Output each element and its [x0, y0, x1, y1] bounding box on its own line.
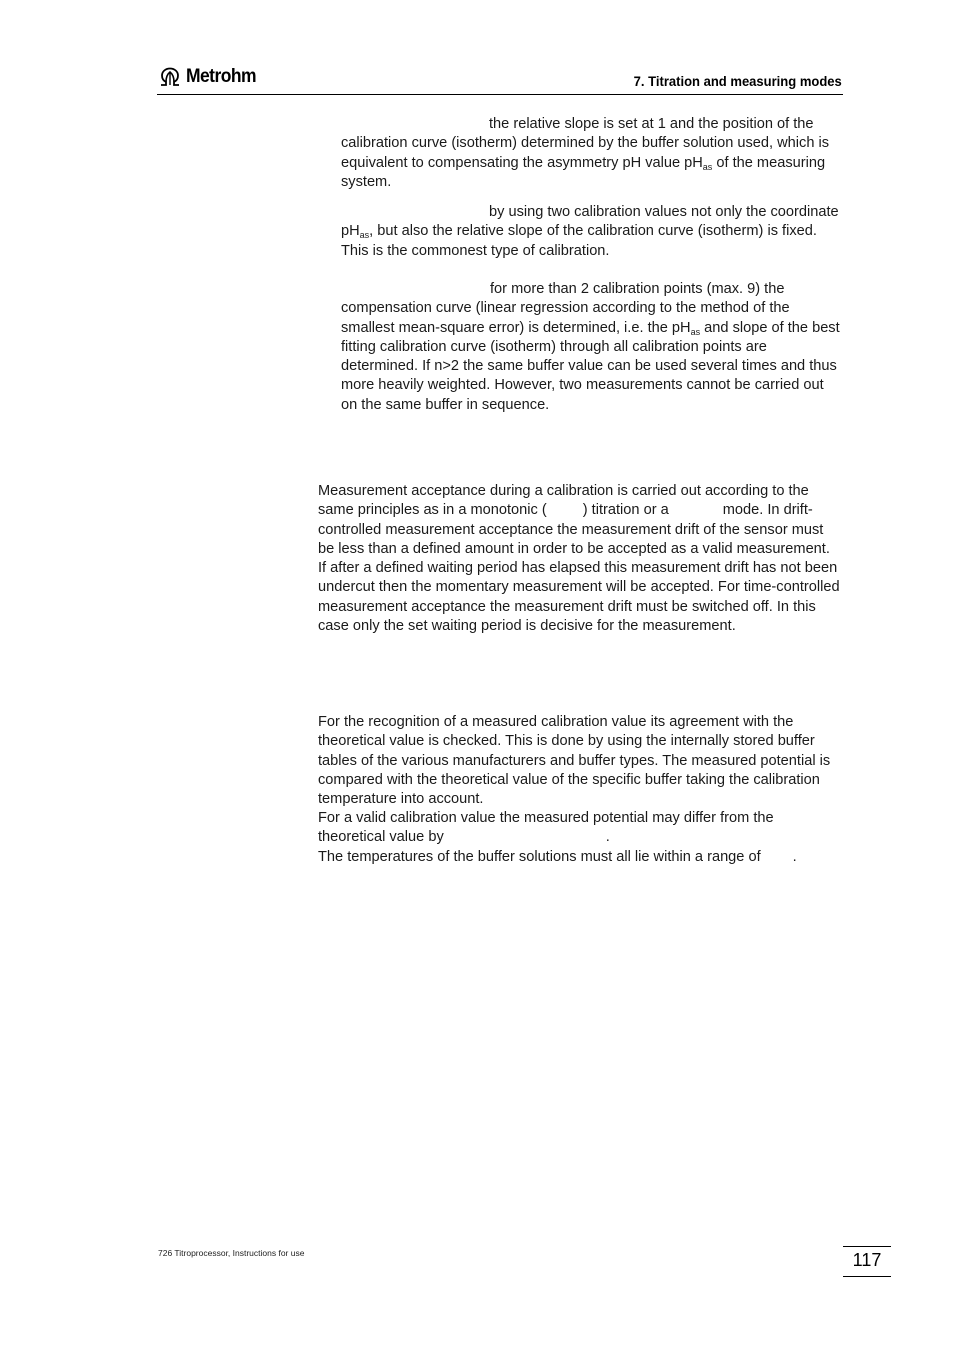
page-number-box: [843, 1246, 891, 1277]
metrohm-logo: [158, 66, 262, 88]
paragraph-measurement-acceptance: Measurement acceptance during a calibration is carried out according to the same principles as in a monotonic ( ) titration or a mode. In drift-controlled measurement acceptance the measurement drift of the sensor must be less than a defined amount in order to be accepted as a valid measurement. If after a defined waiting period has elapsed this measurement drift has not been undercut then the momentary measurement will be accepted. For time-controlled measurement acceptance the measurement drift must be switched off. In this case only the set waiting period is decisive for the measurement.: [318, 483, 840, 635]
paragraph-multi-point-calibration: for more than 2 calibration points (max. 9) the compensation curve (linear regression according to the method of the smallest mean-square error) is determined, i.e. the $pH_{as}$ and slope of the best fitting calibration curve (isotherm) through all calibration points are determined. If n>2 the same buffer value can be used several times and thus more heavily weighted. However, two measurements cannot be carried out on the same buffer in sequence.: [341, 281, 840, 413]
brand-name: Metrohm: [186, 66, 256, 87]
paragraph-two-point-calibration: by using two calibration values not only the coordinate $pH_{as}$, but also the relative slope of the calibration curve (isotherm) is fixed. This is the commonest type of calibration.: [341, 204, 839, 259]
header-divider: [157, 94, 843, 95]
page-number: 117: [852, 1250, 882, 1270]
paragraph-one-point-calibration: the relative slope is set at 1 and the position of the calibration curve (isotherm) determined by the buffer solution used, which is equivalent to compensating the asymmetry pH value $pH_{as}$ of the measuring system.: [341, 116, 830, 190]
paragraph-recognition: For the recognition of a measured calibration value its agreement with the theoretical value is checked. This is done by using the internally stored buffer tables of the various manufacturers and buffer types. The measured potential is compared with the theoretical value of the specific buffer taking the calibration temperature into account.: [318, 714, 831, 808]
paragraph-temperature-range: The temperatures of the buffer solutions must all lie within a range of .: [318, 849, 797, 865]
footer-manual-title: 726 Titroprocessor, Instructions for use: [158, 1248, 305, 1258]
paragraph-valid-value: For a valid calibration value the measured potential may differ from the theoretical value by .: [318, 810, 774, 846]
chapter-title: 7. Titration and measuring modes: [633, 73, 842, 89]
metrohm-omega-icon: [158, 66, 182, 88]
